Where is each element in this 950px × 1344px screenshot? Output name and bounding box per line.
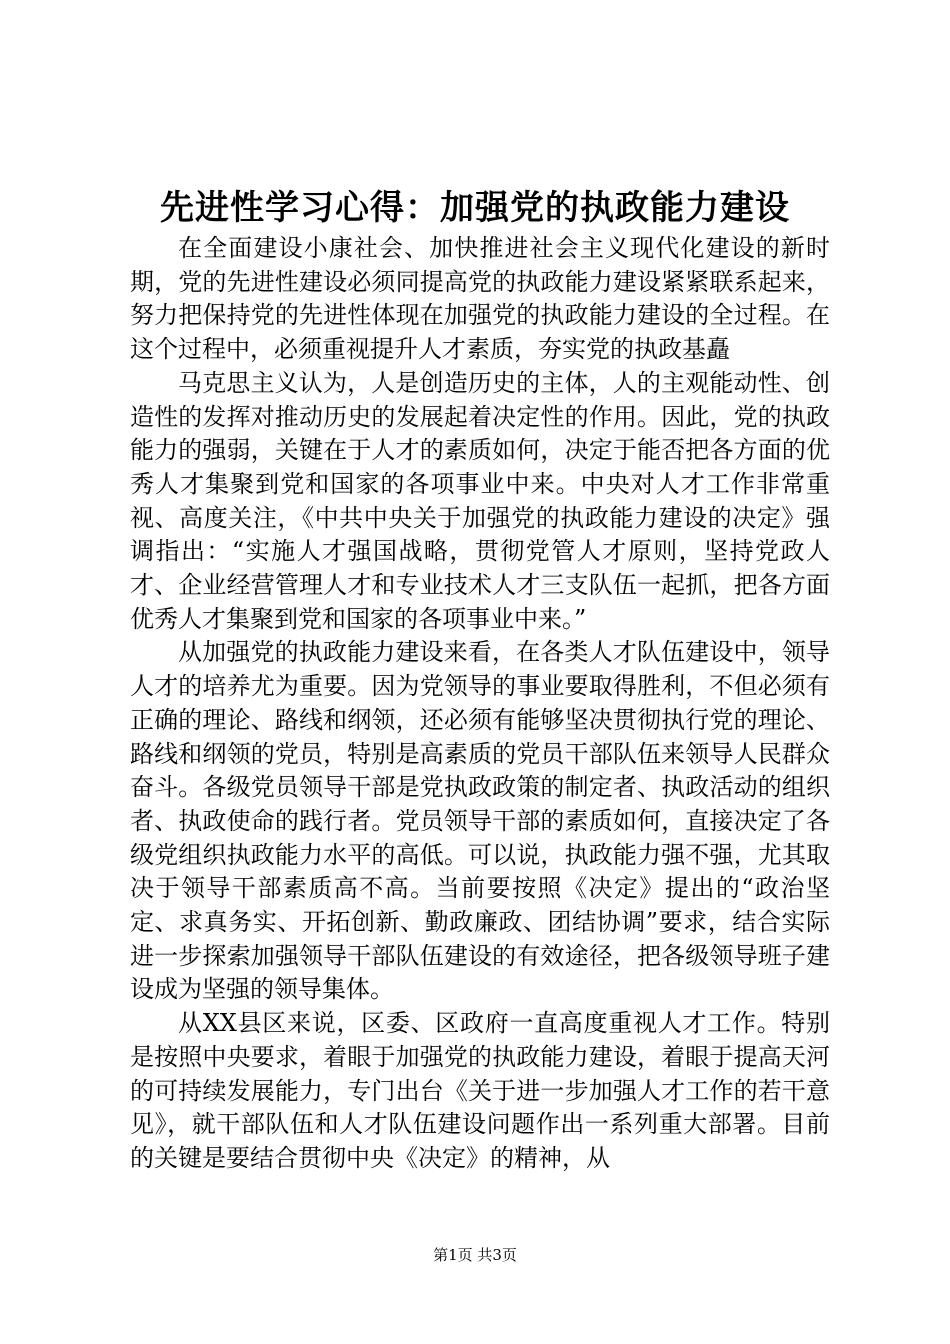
paragraph-2: 马克思主义认为，人是创造历史的主体，人的主观能动性、创造性的发挥对推动历史的发展起着决定性的作用。因此，党的执政能力的强弱，关键在于人才的素质如何，决定于能否把各方面的优秀人才集聚到党和国家的各项事业中来。中央对人才工作非常重视、高度关注，《中共中央关于加强党的执政能力建设的决定》强调指出：“实施人才强国战略，贯彻党管人才原则，坚持党政人才、企业经营管理人才和专业技术人才三支队伍一起抓，把各方面优秀人才集聚到党和国家的各项事业中来。” [130, 368, 830, 633]
document-body [130, 232, 830, 1176]
page-number-footer: 第1页 共3页 [433, 1246, 517, 1264]
paragraph-4: 从XX县区来说，区委、区政府一直高度重视人才工作。特别是按照中央要求，着眼于加强党的执政能力建设，着眼于提高天河的可持续发展能力，专门出台《关于进一步加强人才工作的若干意见》，就干部队伍和人才队伍建设问题作出一系列重大部署。目前的关键是要结合贯彻中央《决定》的精神，从 [130, 1009, 830, 1172]
document-title: 先进性学习心得：加强党的执政能力建设 [160, 188, 790, 228]
paragraph-3: 从加强党的执政能力建设来看，在各类人才队伍建设中，领导人才的培养尤为重要。因为党领导的事业要取得胜利，不但必须有正确的理论、路线和纲领，还必须有能够坚决贯彻执行党的理论、路线和纲领的党员，特别是高素质的党员干部队伍来领导人民群众奋斗。各级党员领导干部是党执政政策的制定者、执政活动的组织者、执政使命的践行者。党员领导干部的素质如何，直接决定了各级党组织执政能力水平的高低。可以说，执政能力强不强，尤其取决于领导干部素质高不高。当前要按照《决定》提出的“政治坚定、求真务实、开拓创新、勤政廉政、团结协调”要求，结合实际进一步探索加强领导干部队伍建设的有效途径，把各级领导班子建设成为坚强的领导集体。 [130, 638, 830, 1004]
paragraph-1: 在全面建设小康社会、加快推进社会主义现代化建设的新时期，党的先进性建设必须同提高党的执政能力建设紧紧联系起来，努力把保持党的先进性体现在加强党的执政能力建设的全过程。在这个过程中，必须重视提升人才素质，夯实党的执政基矗 [130, 234, 830, 364]
